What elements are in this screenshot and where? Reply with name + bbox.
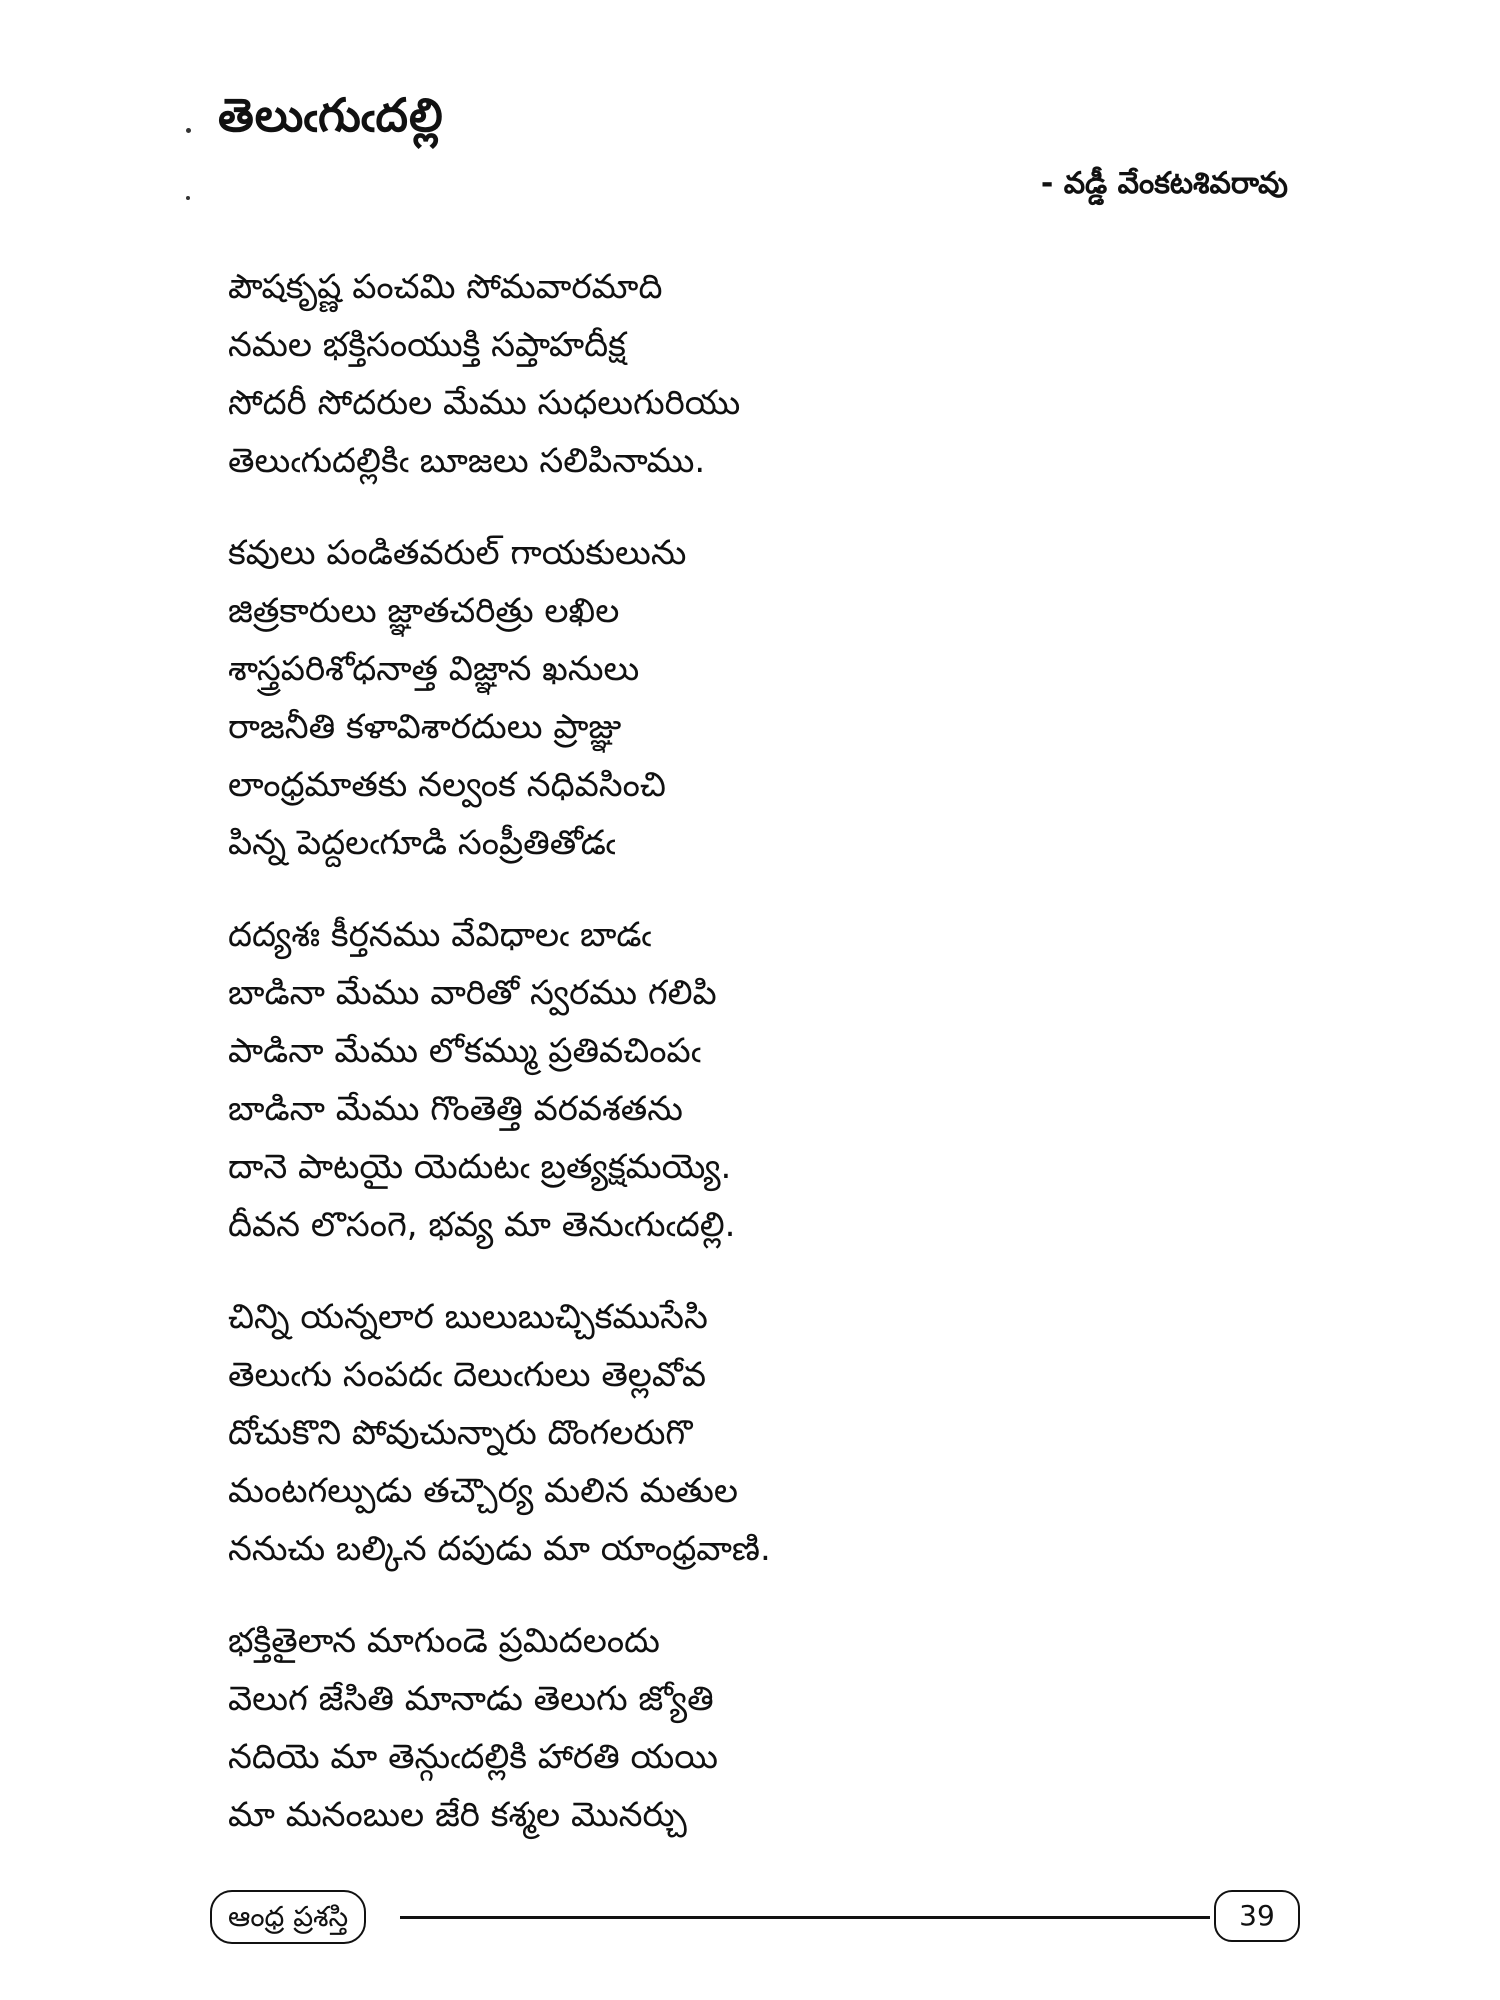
poem-line: దోచుకొని పోవుచున్నారు దొంగలరుగొ: [228, 1413, 693, 1453]
poem-line: చిన్ని యన్నలార బులుబుచ్చికముసేసి: [228, 1297, 708, 1337]
stanza: [228, 258, 1278, 490]
poem-line: పిన్న పెద్దలఁగూడి సంప్రీతితోడఁ: [228, 823, 616, 863]
stanza: [228, 524, 1278, 872]
poem-line: బాడినా మేము గొంతెత్తి వరవశతను: [228, 1089, 683, 1129]
poem-title: తెలుఁగుఁదల్లి: [218, 88, 444, 142]
poem-line: తెలుఁగుదల్లికిఁ బూజలు సలిపినాము.: [228, 441, 706, 481]
poem-line: భక్తితైలాన మాగుండె ప్రమిదలందు: [228, 1621, 660, 1661]
poem-line: పౌషకృష్ణ పంచమి సోమవారమాది: [228, 267, 663, 307]
scan-speck: [186, 128, 191, 133]
footer-divider: [400, 1916, 1210, 1919]
poem-line: నమల భక్తిసంయుక్తి సప్తాహదీక్ష: [228, 325, 626, 365]
poem-line: పాడినా మేము లోకమ్ము ప్రతివచింపఁ: [228, 1031, 701, 1071]
stanza: [228, 1612, 1278, 1844]
poem-line: నదియె మా తెన్గుఁదల్లికి హారతి యయి: [228, 1737, 718, 1777]
book-title-label: ఆంధ్ర ప్రశస్తి: [210, 1890, 366, 1944]
poem-line: తెలుఁగు సంపదఁ దెలుఁగులు తెల్లవోవ: [228, 1355, 707, 1395]
poem-line: శాస్త్రపరిశోధనాత్త విజ్ఞాన ఖనులు: [228, 649, 640, 689]
poem-line: రాజనీతి కళావిశారదులు ప్రాజ్ఞు: [228, 707, 622, 747]
poem-line: జిత్రకారులు జ్ఞాతచరిత్రు లఖిల: [228, 591, 620, 631]
poem-line: మా మనంబుల జేరి కశ్మల మొనర్చు: [228, 1795, 687, 1835]
poem-line: సోదరీ సోదరుల మేము సుధలుగురియు: [228, 383, 741, 423]
poem-line: దానె పాటయై యెదుటఁ బ్రత్యక్షమయ్యె.: [228, 1147, 732, 1187]
page-number: 39: [1214, 1890, 1300, 1942]
poem-body: [228, 258, 1278, 1878]
stanza: [228, 1288, 1278, 1578]
poem-line: లాంధ్రమాతకు నల్వంక నధివసించి: [228, 765, 666, 805]
scan-speck: [186, 196, 190, 200]
poem-line: మంటగల్పుడు తచ్చౌర్య మలిన మతుల: [228, 1471, 738, 1511]
poem-line: దీవన లొసంగె, భవ్య మా తెనుఁగుఁదల్లి.: [228, 1205, 736, 1245]
poem-line: వెలుగ జేసితి మానాడు తెలుగు జ్యోతి: [228, 1679, 714, 1719]
poem-line: ననుచు బల్కిన దపుడు మా యాంధ్రవాణి.: [228, 1529, 771, 1569]
poem-line: బాడినా మేము వారితో స్వరము గలిపి: [228, 973, 717, 1013]
poem-line: దద్యశః కీర్తనము వేవిధాలఁ బాడఁ: [228, 915, 652, 955]
stanza: [228, 906, 1278, 1254]
poem-line: కవులు పండితవరుల్ గాయకులును: [228, 533, 687, 573]
poem-author: - వడ్డీ వేంకటశివరావు: [1040, 166, 1288, 201]
page-footer: [210, 1890, 1300, 1944]
